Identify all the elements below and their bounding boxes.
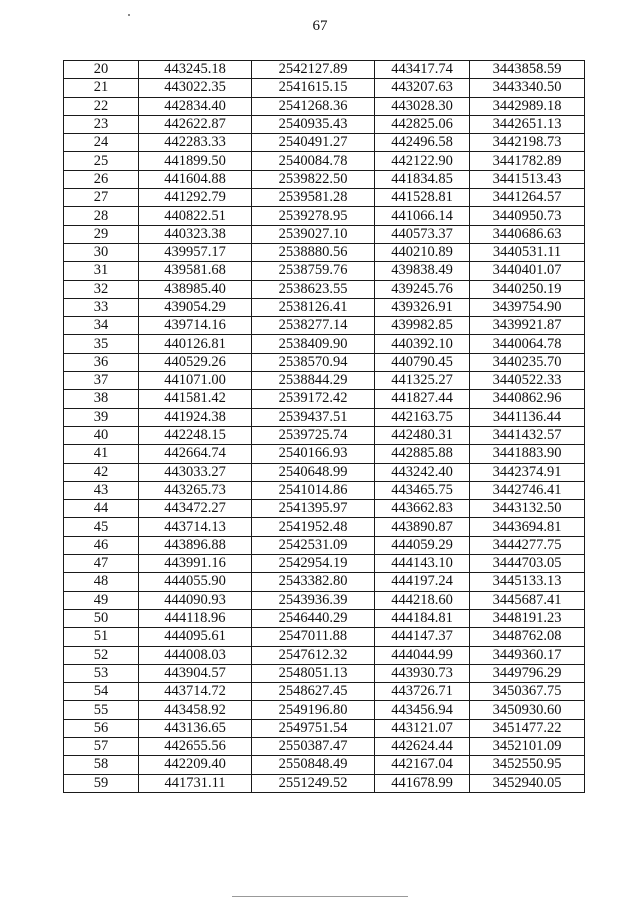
point-number-cell: 36 xyxy=(64,353,139,371)
y2-cell: 3449796.29 xyxy=(470,664,585,682)
x1-cell: 441604.88 xyxy=(139,170,252,188)
x1-cell: 439581.68 xyxy=(139,262,252,280)
table-row xyxy=(64,737,585,755)
x2-cell: 443465.75 xyxy=(375,481,470,499)
point-number-cell: 45 xyxy=(64,518,139,536)
x2-cell: 444143.10 xyxy=(375,555,470,573)
y1-cell: 2549196.80 xyxy=(252,701,375,719)
point-number-cell: 31 xyxy=(64,262,139,280)
table-row xyxy=(64,536,585,554)
point-number-cell: 40 xyxy=(64,426,139,444)
y2-cell: 3440950.73 xyxy=(470,207,585,225)
x1-cell: 443714.72 xyxy=(139,683,252,701)
y1-cell: 2538759.76 xyxy=(252,262,375,280)
y2-cell: 3440235.70 xyxy=(470,353,585,371)
table-row xyxy=(64,555,585,573)
x2-cell: 443930.73 xyxy=(375,664,470,682)
x1-cell: 443904.57 xyxy=(139,664,252,682)
x2-cell: 442885.88 xyxy=(375,445,470,463)
table-row xyxy=(64,79,585,97)
table-row xyxy=(64,518,585,536)
y2-cell: 3442651.13 xyxy=(470,115,585,133)
x1-cell: 443458.92 xyxy=(139,701,252,719)
x2-cell: 443242.40 xyxy=(375,463,470,481)
x1-cell: 440126.81 xyxy=(139,335,252,353)
point-number-cell: 20 xyxy=(64,61,139,79)
x1-cell: 443714.13 xyxy=(139,518,252,536)
table-row xyxy=(64,390,585,408)
point-number-cell: 33 xyxy=(64,298,139,316)
x2-cell: 443890.87 xyxy=(375,518,470,536)
point-number-cell: 52 xyxy=(64,646,139,664)
table-row xyxy=(64,335,585,353)
x1-cell: 444008.03 xyxy=(139,646,252,664)
point-number-cell: 28 xyxy=(64,207,139,225)
point-number-cell: 51 xyxy=(64,628,139,646)
x1-cell: 439957.17 xyxy=(139,243,252,261)
table-row xyxy=(64,573,585,591)
y1-cell: 2543382.80 xyxy=(252,573,375,591)
table-row xyxy=(64,481,585,499)
table-row xyxy=(64,591,585,609)
y2-cell: 3442989.18 xyxy=(470,97,585,115)
y2-cell: 3440531.11 xyxy=(470,243,585,261)
x2-cell: 442496.58 xyxy=(375,134,470,152)
table-row xyxy=(64,664,585,682)
point-number-cell: 58 xyxy=(64,756,139,774)
table-row xyxy=(64,628,585,646)
x2-cell: 444218.60 xyxy=(375,591,470,609)
y2-cell: 3443340.50 xyxy=(470,79,585,97)
table-row xyxy=(64,646,585,664)
y1-cell: 2540084.78 xyxy=(252,152,375,170)
point-number-cell: 49 xyxy=(64,591,139,609)
point-number-cell: 27 xyxy=(64,189,139,207)
y1-cell: 2539581.28 xyxy=(252,189,375,207)
x1-cell: 442622.87 xyxy=(139,115,252,133)
x2-cell: 439982.85 xyxy=(375,317,470,335)
x2-cell: 439326.91 xyxy=(375,298,470,316)
point-number-cell: 48 xyxy=(64,573,139,591)
x2-cell: 440573.37 xyxy=(375,225,470,243)
x2-cell: 443726.71 xyxy=(375,683,470,701)
table-row xyxy=(64,353,585,371)
point-number-cell: 26 xyxy=(64,170,139,188)
table-row xyxy=(64,207,585,225)
x2-cell: 443028.30 xyxy=(375,97,470,115)
y1-cell: 2542531.09 xyxy=(252,536,375,554)
table-row xyxy=(64,134,585,152)
y2-cell: 3451477.22 xyxy=(470,719,585,737)
y2-cell: 3450930.60 xyxy=(470,701,585,719)
y1-cell: 2541615.15 xyxy=(252,79,375,97)
y2-cell: 3448191.23 xyxy=(470,609,585,627)
x1-cell: 439714.16 xyxy=(139,317,252,335)
x1-cell: 440529.26 xyxy=(139,353,252,371)
table-row xyxy=(64,463,585,481)
x2-cell: 441827.44 xyxy=(375,390,470,408)
point-number-cell: 38 xyxy=(64,390,139,408)
y2-cell: 3442374.91 xyxy=(470,463,585,481)
y2-cell: 3441883.90 xyxy=(470,445,585,463)
y2-cell: 3452550.95 xyxy=(470,756,585,774)
x2-cell: 440790.45 xyxy=(375,353,470,371)
y1-cell: 2542954.19 xyxy=(252,555,375,573)
y2-cell: 3442746.41 xyxy=(470,481,585,499)
point-number-cell: 32 xyxy=(64,280,139,298)
point-number-cell: 44 xyxy=(64,500,139,518)
table-row xyxy=(64,317,585,335)
x1-cell: 442834.40 xyxy=(139,97,252,115)
x2-cell: 443417.74 xyxy=(375,61,470,79)
y1-cell: 2541395.97 xyxy=(252,500,375,518)
y2-cell: 3441264.57 xyxy=(470,189,585,207)
y1-cell: 2538570.94 xyxy=(252,353,375,371)
table-row xyxy=(64,701,585,719)
x2-cell: 443456.94 xyxy=(375,701,470,719)
y1-cell: 2541014.86 xyxy=(252,481,375,499)
point-number-cell: 29 xyxy=(64,225,139,243)
coordinates-table-body xyxy=(64,61,585,793)
y2-cell: 3440064.78 xyxy=(470,335,585,353)
y2-cell: 3445687.41 xyxy=(470,591,585,609)
y1-cell: 2541268.36 xyxy=(252,97,375,115)
y1-cell: 2539027.10 xyxy=(252,225,375,243)
table-row xyxy=(64,225,585,243)
point-number-cell: 25 xyxy=(64,152,139,170)
x2-cell: 444044.99 xyxy=(375,646,470,664)
x1-cell: 443033.27 xyxy=(139,463,252,481)
y2-cell: 3440522.33 xyxy=(470,372,585,390)
y2-cell: 3452940.05 xyxy=(470,774,585,792)
point-number-cell: 30 xyxy=(64,243,139,261)
y1-cell: 2538409.90 xyxy=(252,335,375,353)
x1-cell: 443991.16 xyxy=(139,555,252,573)
x1-cell: 444118.96 xyxy=(139,609,252,627)
x1-cell: 441581.42 xyxy=(139,390,252,408)
y1-cell: 2548051.13 xyxy=(252,664,375,682)
point-number-cell: 21 xyxy=(64,79,139,97)
table-row xyxy=(64,774,585,792)
y1-cell: 2539172.42 xyxy=(252,390,375,408)
x1-cell: 444090.93 xyxy=(139,591,252,609)
x1-cell: 441731.11 xyxy=(139,774,252,792)
x2-cell: 442825.06 xyxy=(375,115,470,133)
y1-cell: 2542127.89 xyxy=(252,61,375,79)
x2-cell: 441678.99 xyxy=(375,774,470,792)
x2-cell: 441528.81 xyxy=(375,189,470,207)
x2-cell: 441834.85 xyxy=(375,170,470,188)
y1-cell: 2549751.54 xyxy=(252,719,375,737)
point-number-cell: 47 xyxy=(64,555,139,573)
table-row xyxy=(64,298,585,316)
y1-cell: 2551249.52 xyxy=(252,774,375,792)
y1-cell: 2548627.45 xyxy=(252,683,375,701)
table-row xyxy=(64,683,585,701)
x2-cell: 440210.89 xyxy=(375,243,470,261)
table-row xyxy=(64,97,585,115)
point-number-cell: 24 xyxy=(64,134,139,152)
x2-cell: 443121.07 xyxy=(375,719,470,737)
table-row xyxy=(64,243,585,261)
x1-cell: 439054.29 xyxy=(139,298,252,316)
x2-cell: 439838.49 xyxy=(375,262,470,280)
y1-cell: 2540166.93 xyxy=(252,445,375,463)
x2-cell: 444184.81 xyxy=(375,609,470,627)
y1-cell: 2550387.47 xyxy=(252,737,375,755)
y2-cell: 3441432.57 xyxy=(470,426,585,444)
x2-cell: 443662.83 xyxy=(375,500,470,518)
y2-cell: 3439754.90 xyxy=(470,298,585,316)
coordinates-table xyxy=(63,60,585,793)
x1-cell: 444095.61 xyxy=(139,628,252,646)
y2-cell: 3449360.17 xyxy=(470,646,585,664)
y2-cell: 3441782.89 xyxy=(470,152,585,170)
point-number-cell: 50 xyxy=(64,609,139,627)
x2-cell: 443207.63 xyxy=(375,79,470,97)
x1-cell: 442248.15 xyxy=(139,426,252,444)
point-number-cell: 55 xyxy=(64,701,139,719)
x1-cell: 443022.35 xyxy=(139,79,252,97)
y1-cell: 2540491.27 xyxy=(252,134,375,152)
scan-mark xyxy=(128,14,130,16)
x1-cell: 443265.73 xyxy=(139,481,252,499)
table-row xyxy=(64,609,585,627)
table-row xyxy=(64,280,585,298)
x1-cell: 444055.90 xyxy=(139,573,252,591)
y1-cell: 2539725.74 xyxy=(252,426,375,444)
y2-cell: 3452101.09 xyxy=(470,737,585,755)
y1-cell: 2546440.29 xyxy=(252,609,375,627)
table-row xyxy=(64,115,585,133)
point-number-cell: 22 xyxy=(64,97,139,115)
x1-cell: 440822.51 xyxy=(139,207,252,225)
y2-cell: 3445133.13 xyxy=(470,573,585,591)
x1-cell: 442283.33 xyxy=(139,134,252,152)
x1-cell: 443472.27 xyxy=(139,500,252,518)
table-row xyxy=(64,500,585,518)
y1-cell: 2539822.50 xyxy=(252,170,375,188)
y1-cell: 2538623.55 xyxy=(252,280,375,298)
footer-rule xyxy=(232,896,408,897)
table-row xyxy=(64,756,585,774)
x2-cell: 441066.14 xyxy=(375,207,470,225)
table-row xyxy=(64,61,585,79)
x1-cell: 443896.88 xyxy=(139,536,252,554)
y1-cell: 2550848.49 xyxy=(252,756,375,774)
point-number-cell: 35 xyxy=(64,335,139,353)
point-number-cell: 46 xyxy=(64,536,139,554)
table-row xyxy=(64,262,585,280)
x2-cell: 442624.44 xyxy=(375,737,470,755)
y1-cell: 2540935.43 xyxy=(252,115,375,133)
table-row xyxy=(64,426,585,444)
x1-cell: 441292.79 xyxy=(139,189,252,207)
y2-cell: 3450367.75 xyxy=(470,683,585,701)
y2-cell: 3439921.87 xyxy=(470,317,585,335)
x1-cell: 442664.74 xyxy=(139,445,252,463)
point-number-cell: 41 xyxy=(64,445,139,463)
y2-cell: 3440862.96 xyxy=(470,390,585,408)
point-number-cell: 23 xyxy=(64,115,139,133)
x2-cell: 444147.37 xyxy=(375,628,470,646)
point-number-cell: 39 xyxy=(64,408,139,426)
point-number-cell: 59 xyxy=(64,774,139,792)
point-number-cell: 34 xyxy=(64,317,139,335)
y2-cell: 3448762.08 xyxy=(470,628,585,646)
y1-cell: 2547612.32 xyxy=(252,646,375,664)
x1-cell: 443136.65 xyxy=(139,719,252,737)
x1-cell: 443245.18 xyxy=(139,61,252,79)
x2-cell: 442167.04 xyxy=(375,756,470,774)
y2-cell: 3444277.75 xyxy=(470,536,585,554)
y1-cell: 2543936.39 xyxy=(252,591,375,609)
x1-cell: 438985.40 xyxy=(139,280,252,298)
point-number-cell: 56 xyxy=(64,719,139,737)
point-number-cell: 37 xyxy=(64,372,139,390)
x1-cell: 440323.38 xyxy=(139,225,252,243)
point-number-cell: 57 xyxy=(64,737,139,755)
y1-cell: 2547011.88 xyxy=(252,628,375,646)
x1-cell: 441924.38 xyxy=(139,408,252,426)
y1-cell: 2539278.95 xyxy=(252,207,375,225)
x1-cell: 442209.40 xyxy=(139,756,252,774)
x1-cell: 441899.50 xyxy=(139,152,252,170)
table-row xyxy=(64,408,585,426)
table-row xyxy=(64,189,585,207)
point-number-cell: 53 xyxy=(64,664,139,682)
x2-cell: 444059.29 xyxy=(375,536,470,554)
x1-cell: 442655.56 xyxy=(139,737,252,755)
y2-cell: 3441513.43 xyxy=(470,170,585,188)
table-row xyxy=(64,372,585,390)
y1-cell: 2538277.14 xyxy=(252,317,375,335)
y2-cell: 3443694.81 xyxy=(470,518,585,536)
y2-cell: 3443858.59 xyxy=(470,61,585,79)
x2-cell: 440392.10 xyxy=(375,335,470,353)
point-number-cell: 42 xyxy=(64,463,139,481)
point-number-cell: 54 xyxy=(64,683,139,701)
y1-cell: 2540648.99 xyxy=(252,463,375,481)
x2-cell: 442480.31 xyxy=(375,426,470,444)
table-row xyxy=(64,445,585,463)
y2-cell: 3440401.07 xyxy=(470,262,585,280)
y2-cell: 3443132.50 xyxy=(470,500,585,518)
x2-cell: 442163.75 xyxy=(375,408,470,426)
x2-cell: 441325.27 xyxy=(375,372,470,390)
x2-cell: 439245.76 xyxy=(375,280,470,298)
table-row xyxy=(64,170,585,188)
y2-cell: 3440686.63 xyxy=(470,225,585,243)
y1-cell: 2538126.41 xyxy=(252,298,375,316)
y1-cell: 2538880.56 xyxy=(252,243,375,261)
page-number: 67 xyxy=(312,18,328,34)
y1-cell: 2538844.29 xyxy=(252,372,375,390)
y2-cell: 3440250.19 xyxy=(470,280,585,298)
y2-cell: 3441136.44 xyxy=(470,408,585,426)
y1-cell: 2539437.51 xyxy=(252,408,375,426)
y1-cell: 2541952.48 xyxy=(252,518,375,536)
table-row xyxy=(64,719,585,737)
x2-cell: 444197.24 xyxy=(375,573,470,591)
point-number-cell: 43 xyxy=(64,481,139,499)
y2-cell: 3444703.05 xyxy=(470,555,585,573)
x2-cell: 442122.90 xyxy=(375,152,470,170)
x1-cell: 441071.00 xyxy=(139,372,252,390)
table-row xyxy=(64,152,585,170)
y2-cell: 3442198.73 xyxy=(470,134,585,152)
